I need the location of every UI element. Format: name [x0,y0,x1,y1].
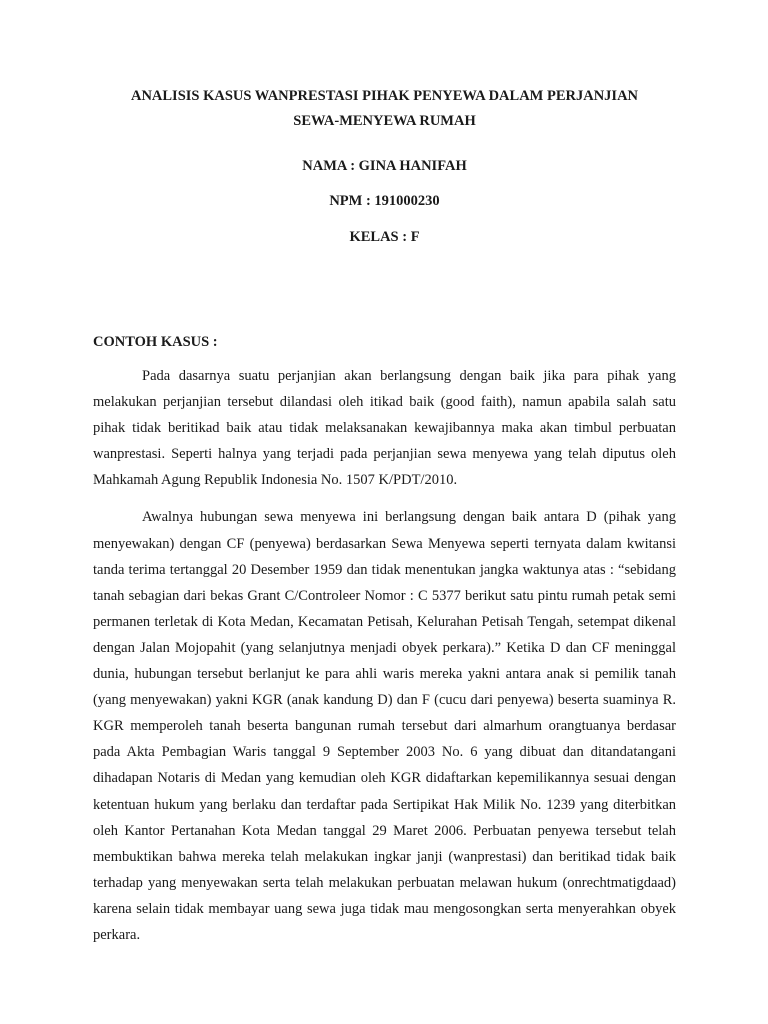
student-class: KELAS : F [349,229,420,245]
section-heading: CONTOH KASUS : [93,334,218,350]
document-title-line-2: SEWA-MENYEWA RUMAH [293,113,476,129]
student-name: NAMA : GINA HANIFAH [302,158,467,174]
body-paragraph-2: Awalnya hubungan sewa menyewa ini berlangsung dengan baik antara D (pihak yang menyewakan) dengan CF (penyewa) berdasarkan Sewa Menyewa seperti ternyata dalam kwitansi tanda terima tertanggal 20 Desember 1959 dan tidak menentukan jangka waktunya atas : “sebidang tanah sebagian dari bekas Grant C/Controleer Nomor : C 5377 berikut satu pintu rumah petak semi permanen terletak di Kota Medan, Kecamatan Petisah, Kelurahan Petisah Tengah, setempat dikenal dengan Jalan Mojopahit (yang selanjutnya menjadi obyek perkara).” Ketika D dan CF meninggal dunia, hubungan tersebut berlanjut ke para ahli waris mereka yakni antara anak si pemilik tanah (yang menyewakan) yakni KGR (anak kandung D) dan F (cucu dari penyewa) beserta suaminya R. KGR memperoleh tanah beserta bangunan rumah tersebut dari almarhum orangtuanya berdasar pada Akta Pembagian Waris tanggal 9 September 2003 No. 6 yang dibuat dan ditandatangani dihadapan Notaris di Medan yang kemudian oleh KGR didaftarkan kepemilikannya sesuai dengan ketentuan hukum yang berlaku dan terdaftar pada Sertipikat Hak Milik No. 1239 yang diterbitkan oleh Kantor Pertanahan Kota Medan tanggal 29 Maret 2006. Perbuatan penyewa tersebut telah membuktikan bahwa mereka telah melakukan ingkar janji (wanprestasi) dan beritikad tidak baik terhadap yang menyewakan serta telah melakukan perbuatan melawan hukum (onrechtmatigdaad) karena selain tidak membayar uang sewa juga tidak mau mengosongkan serta menyerahkan obyek perkara. [93,509,676,943]
document-title-line-1: ANALISIS KASUS WANPRESTASI PIHAK PENYEWA DALAM PERJANJIAN [130,88,639,104]
document-page [93,84,676,948]
student-npm: NPM : 191000230 [329,193,440,209]
body-paragraph-1: Pada dasarnya suatu perjanjian akan berlangsung dengan baik jika para pihak yang melakukan perjanjian tersebut dilandasi oleh itikad baik (good faith), namun apabila salah satu pihak tidak beritikad baik atau tidak melaksanakan kewajibannya maka akan timbul perbuatan wanprestasi. Seperti halnya yang terjadi pada perjanjian sewa menyewa yang telah diputus oleh Mahkamah Agung Republik Indonesia No. 1507 K/PDT/2010. [93,368,676,489]
